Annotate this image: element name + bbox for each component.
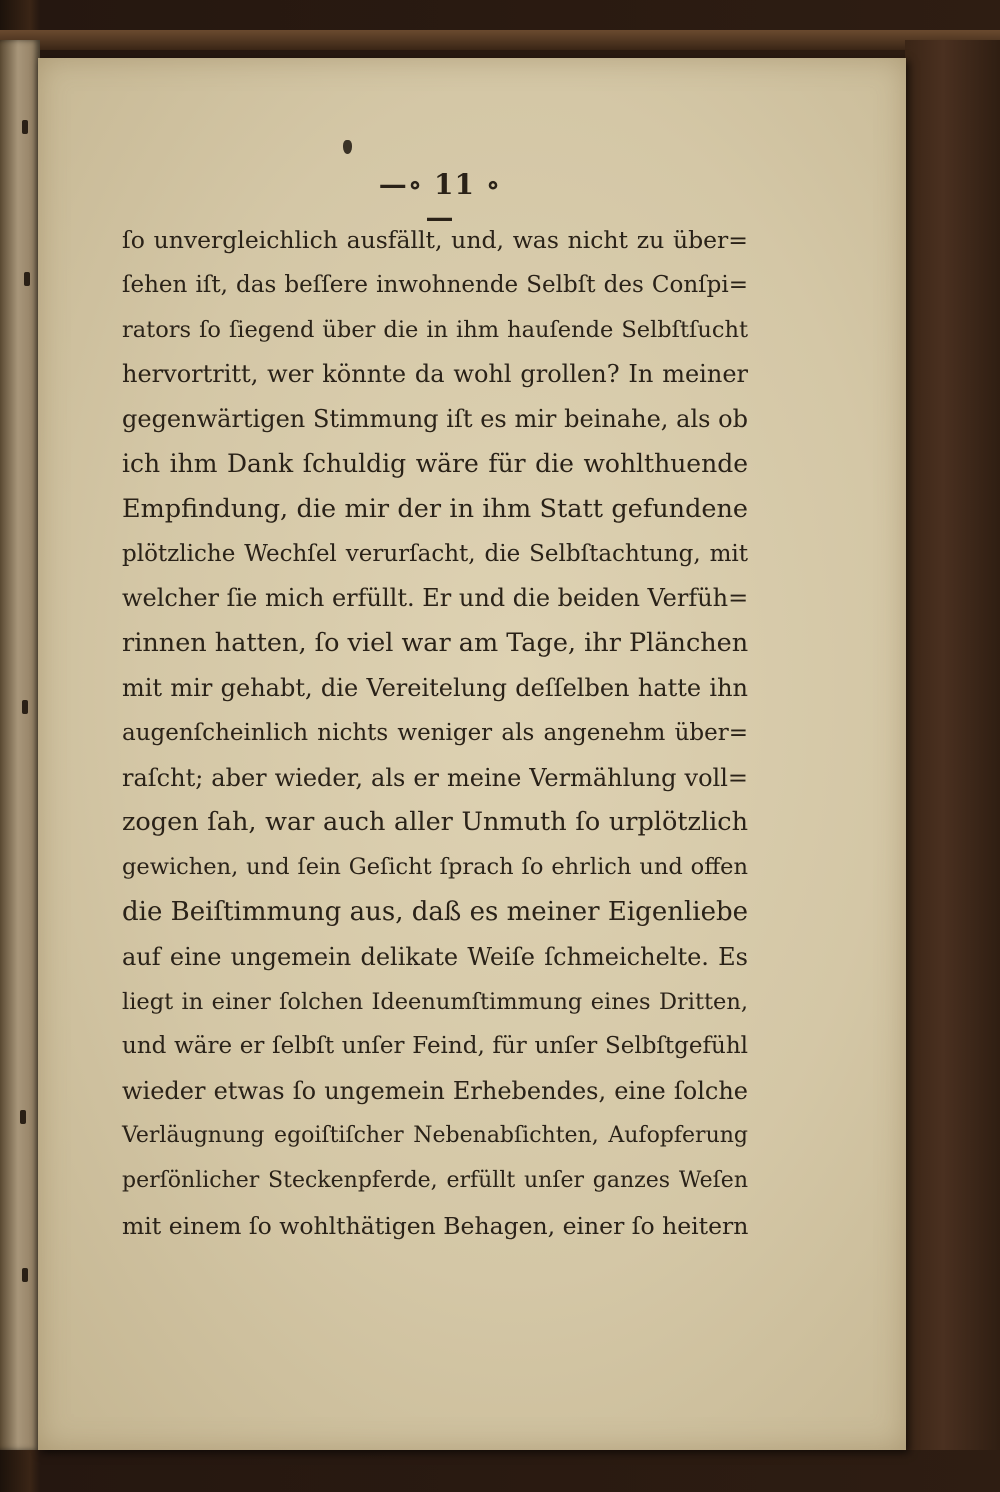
text-line: gegenwärtigen Stimmung iſt es mir beinahe, als ob <box>122 405 748 434</box>
text-line: Empfindung, die mir der in ihm Statt gefundene <box>122 493 748 524</box>
margin-mark <box>20 1110 26 1124</box>
text-line: wieder etwas ſo ungemein Erhebendes, eine ſolche <box>122 1077 748 1106</box>
text-line: rators ſo ſiegend über die in ihm hauſende Selbſtſucht <box>122 316 748 343</box>
text-line: mit mir gehabt, die Vereitelung deſſelben hatte ihn <box>122 673 748 702</box>
margin-mark <box>22 1268 28 1282</box>
text-line: ſehen iſt, das beſſere inwohnende Selbſt des Conſpi= <box>122 271 748 298</box>
text-line: mit einem ſo wohlthätigen Behagen, einer ſo heitern <box>122 1211 749 1240</box>
text-line: ich ihm Dank ſchuldig wäre für die wohlthuende <box>122 448 748 478</box>
text-line: die Beiſtimmung aus, daß es meiner Eigenliebe <box>122 896 748 927</box>
page-number: —∘ 11 ∘— <box>378 168 502 234</box>
text-line: zogen ſah, war auch aller Unmuth ſo urplötzlich <box>122 807 748 838</box>
text-line: plötzliche Wechſel verurſacht, die Selbſtachtung, mit <box>122 540 748 567</box>
text-line: rinnen hatten, ſo viel war am Tage, ihr Plänchen <box>122 628 749 659</box>
text-line: und wäre er ſelbſt unſer Feind, für unſer Selbſtgefühl <box>122 1033 748 1060</box>
text-line: raſcht; aber wieder, als er meine Vermählung voll= <box>122 763 748 792</box>
margin-mark <box>22 700 28 714</box>
text-line: hervortritt, wer könnte da wohl grollen? In meiner <box>122 360 748 389</box>
text-line: liegt in einer ſolchen Ideenumſtimmung eines Dritten, <box>122 988 748 1015</box>
text-line: Verläugnung egoiſtiſcher Nebenabſichten, Aufopferung <box>122 1122 748 1148</box>
margin-mark <box>22 120 28 134</box>
text-line: auf eine ungemein delikate Weiſe ſchmeichelte. Es <box>122 942 748 971</box>
book-top-edge <box>0 30 1000 50</box>
body-text <box>122 218 748 1248</box>
margin-mark <box>24 272 30 286</box>
facing-page-edge <box>0 40 40 1450</box>
text-line: perſönlicher Steckenpferde, erfüllt unſer ganzes Weſen <box>122 1167 748 1193</box>
text-line: welcher ſie mich erfüllt. Er und die beiden Verfüh= <box>122 584 749 613</box>
text-line: augenſcheinlich nichts weniger als angenehm über= <box>122 719 748 746</box>
ink-spot <box>343 140 352 154</box>
book-cover-board <box>905 40 1000 1450</box>
text-line: gewichen, und ſein Geſicht ſprach ſo ehrlich und offen <box>122 854 748 881</box>
text-line: ſo unvergleichlich ausfällt, und, was nicht zu über= <box>122 226 748 254</box>
